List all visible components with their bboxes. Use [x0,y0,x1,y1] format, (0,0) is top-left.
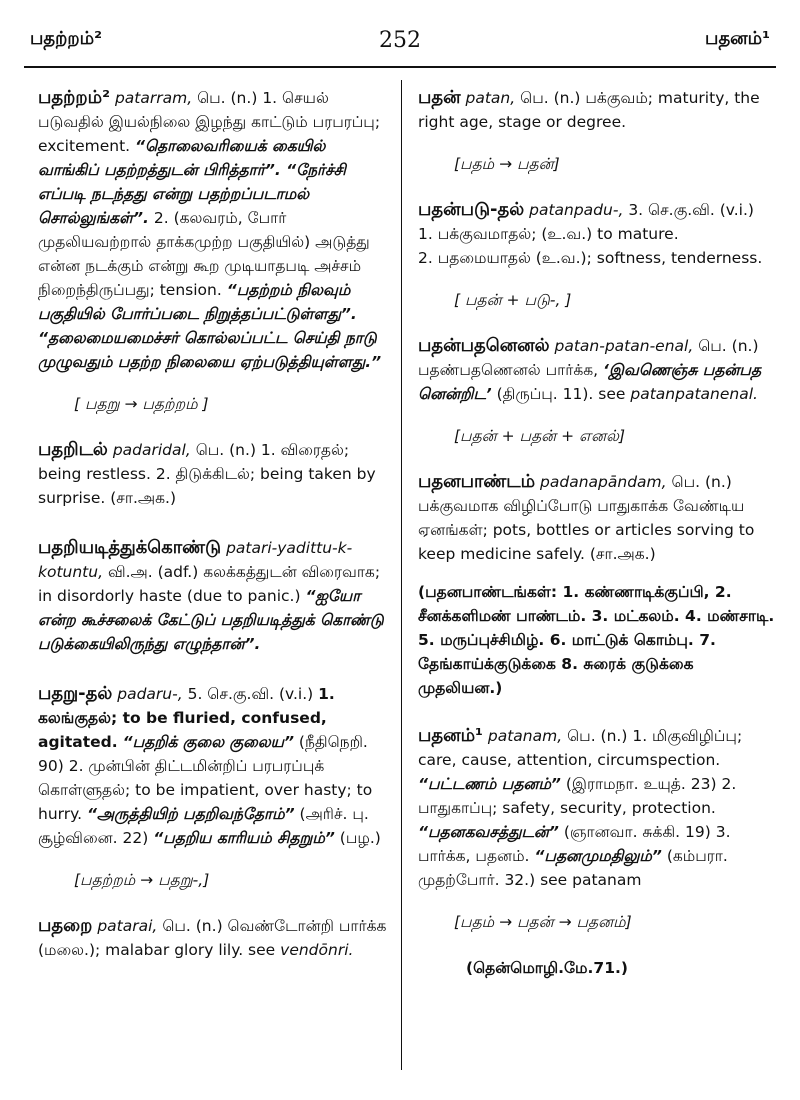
transliteration: patarai, [97,917,158,935]
sense: 2. பதமையாதல் (உ.வ.); softness, tenderness. [418,249,763,267]
entry-padaru [38,682,390,892]
sense: 1. மிகுவிழிப்பு; care, cause, attention, circumspection. [418,727,743,769]
right-column [418,86,780,994]
header-rule [24,66,776,68]
headword: பதனம்¹ [418,725,483,746]
entry-padanapandam [418,470,780,700]
grammar: பெ. (n.) [567,727,628,745]
definition: பக்குவமாக விழிப்போடு பாதுகாக்க வேண்டிய ஏனங்கள்; pots, bottles or articles sorving to keep medicine safely. (சா.அக.) [418,497,755,563]
grammar: வி.அ. (adf.) கலக்கத்துடன் [107,563,297,581]
cross-reference: patanpatanenal. [630,385,758,403]
citation: (நீதிநெறி. 90) [38,733,368,775]
headword: பதறிடல் [38,439,108,460]
list-note: (பதனபாண்டங்கள்: 1. கண்ணாடிக்குப்பி, 2. சீனக்களிமண் பாண்டம். 3. மட்கலம். 4. மண்சாடி. 5. மருப்புச்சிமிழ். 6. மாட்டுக் கொம்பு. 7. தேங்காய்க்குடுக்கை 8. சுரைக் குடுக்கை முதலியன.) [418,583,775,697]
sense: 1. பக்குவமாதல்; (உ.வ.) to mature. [418,225,679,243]
page-number: 252 [379,28,421,53]
column-divider [401,80,402,1070]
sense: 1. கலங்குதல்; to be fluried, confused, agitated. [38,685,335,751]
quotation: “அருத்தியிற் பதறிவந்தோம்” [86,805,295,823]
transliteration: padaridal, [112,441,191,459]
quotation: “பட்டணம் பதனம்” [418,775,561,793]
headword: பதறியடித்துக்கொண்டு [38,537,222,558]
transliteration: patari-yadittu-k-kotuntu, [38,539,353,581]
left-column [38,86,390,976]
quotation: “ஐயோ என்ற கூச்சலைக் கேட்டுப் பதறியடித்துக் கொண்டு படுக்கையிலிருந்து எழுந்தான்”. [38,587,384,653]
entry-patarai [38,914,390,962]
quotation: “தொலைவரியைக் கையில் வாங்கிப் பதற்றத்துடன் பிரித்தார்”. “நேர்ச்சி எப்படி நடந்தது என்று பதற்றப்படாமல் சொல்லுங்கள்”. [38,137,346,227]
headword: பதனபாண்டம் [418,471,536,492]
transliteration: padanapāndam, [540,473,667,491]
entry-patan [418,86,780,176]
entry-patanpatanenal [418,334,780,448]
source-note: (தென்மொழி.மே.71.) [466,959,628,977]
quotation: “பதனமுமதிலும்” [534,847,662,865]
transliteration: patarram, [114,89,193,107]
quotation: “பதறிய காரியம் சிதறும்” [153,829,335,847]
transliteration: patanam, [487,727,563,745]
transliteration: patan, [465,89,516,107]
definition: பெ. (n.) பக்குவம்; maturity, the right age, stage or degree. [418,89,760,131]
sense: 1. செயல் படுவதில் இயல்நிலை இழந்து காட்டும் பரபரப்பு; excitement. [38,89,381,155]
sense: 2. (கலவரம், போர் முதலியவற்றால் தாக்கமுற்ற பகுதியில்) அடுத்து என்ன நடக்கும் என்று கூற முடியாதபடி அச்சம் நிறைந்திருப்பது; tension. [38,209,370,299]
citation: (பழ.) [339,829,381,847]
citation: (அரிச். பு. சூழ்வினை. 22) [38,805,369,847]
headword: பதற்றம்² [38,87,110,108]
etymology: [பதன் + பதன் + எனல்] [454,427,626,445]
etymology: [ பதறு → பதற்றம் ] [74,395,209,413]
grammar: 5. செ.கு.வி. (v.i.) [187,685,314,703]
entry-patanpadu [418,198,780,312]
definition: பெ. (n.) 1. விரைதல்; being restless. 2. திடுக்கிடல்; being taken by surprise. (சா.அக.) [38,441,376,507]
headword: பதன்படு-தல் [418,199,525,220]
definition: பதண்பதணெனல் பார்க்க, [418,361,599,379]
quotation: ‘இவணெஞ்சு பதன்பத னென்றிட’ [418,361,762,403]
etymology: [பதம் → பதன் → பதனம்] [454,913,632,931]
cross-reference: vendōnri. [280,941,354,959]
citation: (இராமநா. உயுத். 23) [565,775,717,793]
grammar: பெ. (n.) [698,337,759,355]
quotation: “பதனகவசத்துடன்” [418,823,559,841]
headword: பதன்பதனெனல் [418,335,550,356]
headword: பதறை [38,915,93,936]
quotation: “பதற்றம் நிலவும் பகுதியில் போர்ப்படை நிறுத்தப்பட்டுள்ளது”. “தலைமையமைச்சர் கொல்லப்பட்ட செய்தி நாடு முழுவதும் பதற்ற நிலையை ஏற்படுத்தியுள்ளது.” [38,281,382,371]
sense: 3. பார்க்க, பதனம். [418,823,731,865]
sense: 2. பாதுகாப்பு; safety, security, protection. [418,775,737,817]
citation: (ஞானவா. சுக்கி. 19) [563,823,711,841]
grammar: பெ. (n.) [197,89,258,107]
citation: (கம்பரா. முதற்போர். 32.) see patanam [418,847,728,889]
transliteration: padaru-, [117,685,183,703]
citation: (திருப்பு. 11). see [496,385,626,403]
etymology: [பதற்றம் → பதறு-,] [74,871,210,889]
transliteration: patan-patan-enal, [554,337,694,355]
definition: விரைவாக; in disordorly haste (due to panic.) [38,563,381,605]
entry-patariyadittu [38,536,390,656]
entry-patarram [38,86,390,416]
entry-patanam [418,724,780,980]
entry-padaridal [38,438,390,510]
etymology: [பதம் → பதன்] [454,155,560,173]
running-head-left: பதற்றம்² [30,28,102,49]
grammar: பெ. (n.) [671,473,732,491]
transliteration: patanpadu-, [529,201,624,219]
running-head-right: பதனம்¹ [705,28,770,49]
sense: 2. முன்பின் திட்டமின்றிப் பரபரப்புக் கொள்ளுதல்; to be impatient, over hasty; to hurry. [38,757,373,823]
headword: பதன் [418,87,461,108]
definition: பெ. (n.) வெண்டோன்றி பார்க்க (மலை.); malabar glory lily. see [38,917,387,959]
grammar: 3. செ.கு.வி. (v.i.) [628,201,754,219]
quotation: “பதறிக் குலை குலைய” [122,733,294,751]
etymology: [ பதன் + படு-, ] [454,291,572,309]
headword: பதறு-தல் [38,683,113,704]
